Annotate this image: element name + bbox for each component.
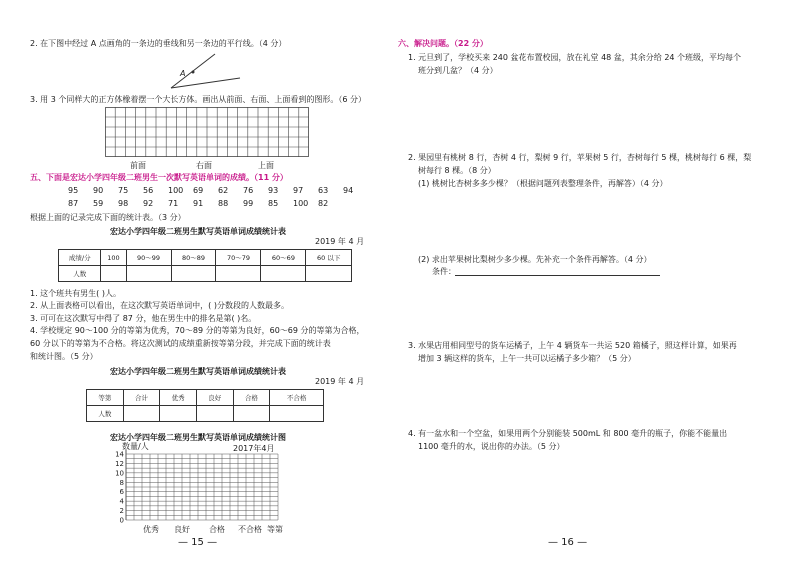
- problem-1: 1. 元旦到了，学校买来 240 盆花布置校园，放在礼堂 48 盆，其余分给 24 个班级，平均每个: [408, 53, 742, 62]
- table-1-header: 70～79: [216, 250, 261, 266]
- table-2-header: 不合格: [270, 390, 324, 406]
- table-cell[interactable]: [306, 266, 352, 282]
- sub-question-3: 3. 可可在这次默写中得了 87 分，他在男生中的排名是第( )名。: [30, 314, 257, 323]
- table-cell[interactable]: [233, 406, 270, 422]
- condition-label: 条件：: [432, 267, 456, 276]
- angle-figure: [165, 52, 245, 92]
- chart-y-tick: 6: [119, 488, 124, 497]
- view-label-front: 前面: [130, 161, 146, 170]
- section-5-title: 五、下面是宏达小学四年级二班男生一次默写英语单词的成绩。（11 分）: [30, 173, 288, 182]
- table-2-row-label: 人数: [87, 406, 124, 422]
- point-a-label: A: [180, 69, 186, 78]
- drawing-grid: [105, 107, 309, 157]
- view-label-top: 上面: [258, 161, 274, 170]
- table-2-header: 合格: [233, 390, 270, 406]
- condition-input-line[interactable]: [455, 275, 660, 276]
- problem-2-part-1: (1) 桃树比杏树多多少棵？（根据问题列表整理条件，再解答）（4 分）: [418, 179, 668, 188]
- chart-y-tick: 12: [115, 459, 124, 468]
- chart-y-tick: 2: [119, 507, 124, 516]
- sub-question-4-cont: 60 分以下的等第为不合格。将这次测试的成绩重新按等第分段，并完成下面的统计表: [30, 339, 331, 348]
- table-1-title: 宏达小学四年级二班男生默写英语单词成绩统计表: [110, 227, 286, 236]
- table-cell[interactable]: [196, 406, 233, 422]
- chart-category-label: 不合格: [238, 525, 262, 534]
- chart-category-label: 良好: [174, 525, 190, 534]
- chart-title: 宏达小学四年级二班男生默写英语单词成绩统计图: [110, 433, 286, 442]
- chart-y-tick: 0: [119, 516, 124, 525]
- table-1-header: 60 以下: [306, 250, 352, 266]
- table-1-header: 60～69: [261, 250, 306, 266]
- chart-date: 2017年4月: [233, 444, 275, 453]
- table-1-row-label: 人数: [59, 266, 101, 282]
- sub-question-2: 2. 从上面表格可以看出，在这次默写英语单词中，( )分数段的人数最多。: [30, 301, 289, 310]
- page-number-right: — 16 —: [548, 537, 588, 548]
- question-3: 3. 用 3 个同样大的正方体橡着摆一个大长方体。画出从前面、右面、上面看到的图形。（6 分）: [30, 95, 366, 104]
- section-6-title: 六、解决问题。（22 分）: [398, 39, 488, 48]
- table-2-date: 2019 年 4 月: [315, 377, 365, 386]
- table-1-header: 成绩/分: [59, 250, 101, 266]
- problem-4-cont: 1100 毫升的水，说出你的办法。（5 分）: [418, 442, 565, 451]
- blank-chart: [110, 450, 290, 538]
- scores-row-1: 95 90 75 56 100 69 62 76 93 97 63 94: [68, 186, 354, 195]
- sub-question-4: 4. 学校规定 90～100 分的等第为优秀，70～89 分的等第为良好，60～69 分的等第为合格，: [30, 326, 365, 335]
- table-2-title: 宏达小学四年级二班男生默写英语单词成绩统计表: [110, 367, 286, 376]
- table-2-header: 优秀: [160, 390, 197, 406]
- question-2: 2. 在下图中经过 A 点画角的一条边的垂线和另一条边的平行线。（4 分）: [30, 39, 287, 48]
- table-cell[interactable]: [270, 406, 324, 422]
- table-1-header: 90～99: [126, 250, 171, 266]
- table-1-date: 2019 年 4 月: [315, 237, 365, 246]
- scores-row-2: 87 59 98 92 71 91 88 99 85 100 82: [68, 199, 329, 208]
- chart-category-label: 等第: [267, 525, 283, 534]
- chart-y-tick: 8: [119, 478, 124, 487]
- table-2-header: 合计: [123, 390, 160, 406]
- chart-y-tick: 4: [119, 497, 124, 506]
- problem-2: 2. 果园里有桃树 8 行，杏树 4 行，梨树 9 行，苹果树 5 行，杏树每行 5 棵，桃树每行 6 棵，梨: [408, 153, 752, 162]
- problem-3: 3. 水果店用相同型号的货车运橘子，上午 4 辆货车一共运 520 箱橘子，照这样计算，如果再: [408, 341, 737, 350]
- instruction: 根据上面的记录完成下面的统计表。（3 分）: [30, 213, 186, 222]
- problem-4: 4. 有一盆水和一个空盆，如果用两个分别能装 500mL 和 800 毫升的瓶子，你能不能量出: [408, 429, 728, 438]
- chart-category-label: 优秀: [143, 525, 159, 534]
- table-1-header: 80～89: [171, 250, 216, 266]
- problem-2-cont: 树每行 8 棵。（8 分）: [418, 166, 496, 175]
- sub-question-4-cont: 和统计图。（5 分）: [30, 352, 98, 361]
- chart-y-tick: 14: [115, 450, 124, 459]
- view-label-right: 右面: [196, 161, 212, 170]
- table-2-header: 良好: [196, 390, 233, 406]
- page-number-left: — 15 —: [178, 537, 218, 548]
- problem-3-cont: 增加 3 辆这样的货车，上午一共可以运橘子多少箱？（5 分）: [418, 354, 636, 363]
- problem-2-part-2: (2) 求出苹果树比梨树少多少棵。先补充一个条件再解答。（4 分）: [418, 255, 652, 264]
- problem-1-cont: 班分到几盆？（4 分）: [418, 66, 498, 75]
- table-cell[interactable]: [171, 266, 216, 282]
- table-1: [58, 249, 352, 282]
- chart-y-label: 数量/人: [122, 442, 149, 451]
- table-2-header: 等第: [87, 390, 124, 406]
- table-cell[interactable]: [126, 266, 171, 282]
- table-2: [86, 389, 324, 422]
- table-cell[interactable]: [160, 406, 197, 422]
- table-cell[interactable]: [216, 266, 261, 282]
- table-1-header: 100: [101, 250, 126, 266]
- table-cell[interactable]: [123, 406, 160, 422]
- table-cell[interactable]: [261, 266, 306, 282]
- sub-question-1: 1. 这个班共有男生( )人。: [30, 289, 121, 298]
- table-cell[interactable]: [101, 266, 126, 282]
- chart-category-label: 合格: [209, 525, 225, 534]
- chart-y-tick: 10: [115, 469, 124, 478]
